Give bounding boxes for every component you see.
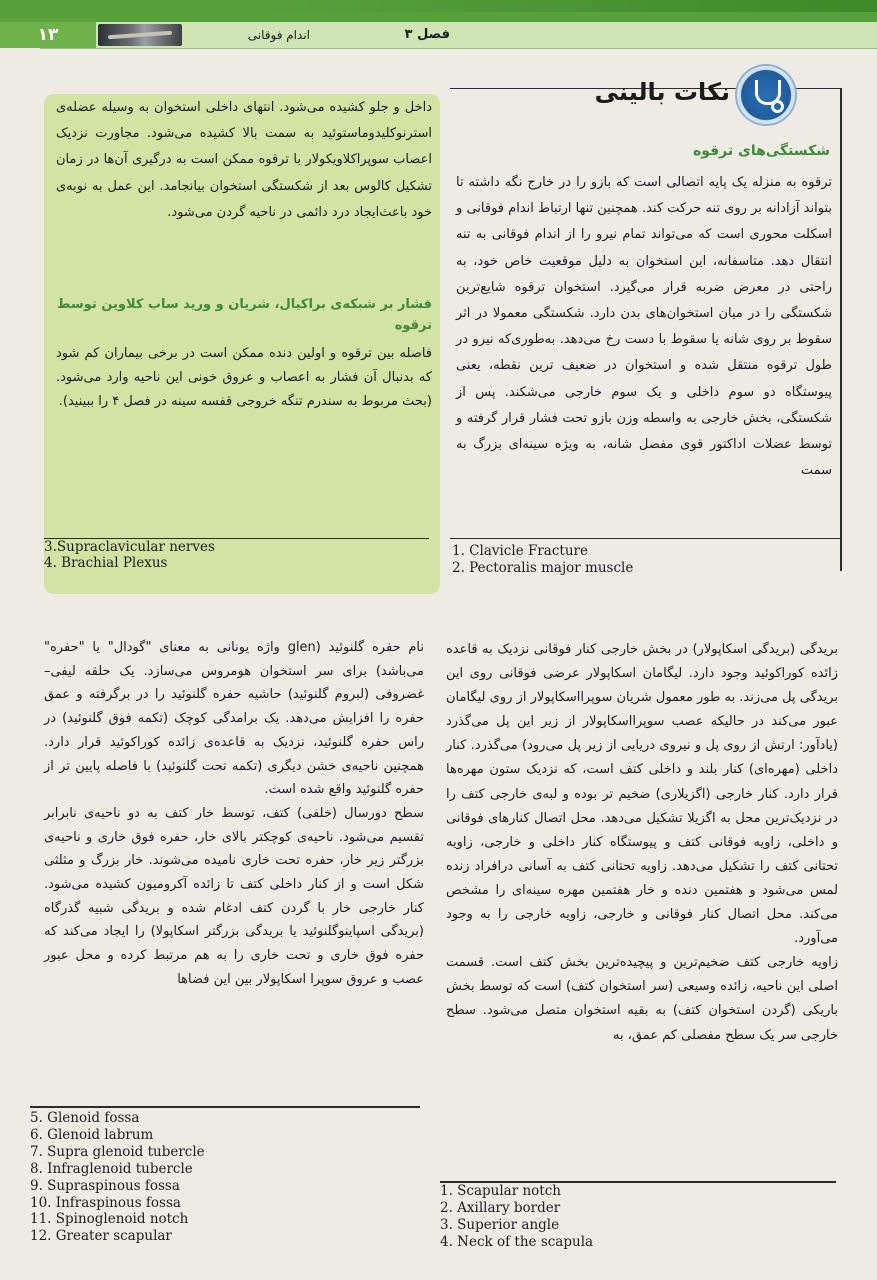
green-panel-body: داخل و جلو کشیده می‌شود. انتهای داخلی استخوان به وسیله عضله‌ی استرنوکلیدوماستوئید به سمت بالا کشیده می‌شود. مجاورت نزدیک اعصاب سوپراکلاویکولار با ترقوه ممکن است به درگیری آن‌ها در زمان تشکیل کالوس بعد از شکستگی استخوان بیانجامد. این عمل به نوبه‌ی خود باعث‌ایجاد درد دائمی در ناحیه گردن می‌شود. (56, 100, 432, 220)
footnote: 4. Neck of the scapula (440, 1234, 594, 1250)
footnote-divider (30, 1106, 420, 1108)
right-column-footnotes (440, 1183, 830, 1251)
chapter-label: فصل ۳ (404, 27, 450, 42)
footnote: 5. Glenoid fossa (30, 1110, 140, 1126)
stethoscope-icon (737, 66, 795, 124)
footnote: 10. Infraspinous fossa (30, 1194, 181, 1211)
footnote: 11. Spinoglenoid notch (30, 1211, 189, 1228)
left-column-text (44, 636, 424, 992)
footnote: 3. Superior angle (440, 1217, 560, 1233)
clinical-notes-subtitle: شکستگی‌های ترقوه (692, 143, 830, 159)
paragraph: سطح دورسال (خلفی) کتف، توسط خار کتف به دو ناحیه‌ی نابرابر تقسیم می‌شود. ناحیه‌ی کوچکتر بالای خار، حفره فوق خاری و ناحیه‌ی بزرگتر زیر خار، حفره تحت خاری نامیده می‌شوند. خار بزرگ و مثلثی شکل است و از کنار داخلی کتف تا زائده آکرومیون کشیده می‌شود. کنار خارجی خار با گردن کتف ادغام شده و بریدگی شبیه گذرگاه (بریدگی اسپاینوگلنوئید یا بریدگی بزرگتر اسکاپولا) را ایجاد می‌کند که حفره فوق خاری و تحت خاری را به هم مرتبط کرده و محل عبور عصب و عروق سوپرا اسکاپولار بین این فضاها (44, 805, 424, 987)
green-panel-footnotes (44, 539, 429, 571)
footnote: 1. Clavicle Fracture (452, 543, 588, 559)
clinical-notes-body: ترقوه به منزله یک پایه اتصالی است که بازو را در خارج نگه داشته تا بتواند آزادانه بر روی تنه حرکت کند. همچنین تنها ارتباط اندام فوقانی و اسکلت محوری است که می‌تواند تمام نیرو را از اندام فوقانی به تنه انتقال دهد. متاسفانه، این استخوان به دلیل موقعیت خاص خود، به راحتی در معرض ضربه قرار می‌گیرد. استخوان ترقوه شایع‌ترین شکستگی را در میان استخوان‌های بدن دارد. شکستگی معمولا در اثر سقوط بر روی شانه یا سقوط با دست رخ می‌دهد. به‌طوری‌که نیرو در طول ترقوه منتقل شده و استخوان در ضعیف ترین نقطه، یعنی پیوستگاه دو سوم داخلی و یک سوم خارجی می‌شکند. پس از شکستگی، بخش خارجی به واسطه وزن بازو تحت فشار قرار گرفته و توسط عضلات اداکتور قوی مفصل شانه، به ویژه سینه‌ای بزرگ به سمت (456, 175, 832, 479)
footnote: 2. Pectoralis major muscle (452, 560, 634, 576)
paragraph: بریدگی (بریدگی اسکاپولار) در بخش خارجی کنار فوقانی نزدیک به قاعده زائده کوراکوئید وجود دارد. لیگامان اسکاپولار عرضی فوقانی روی این بریدگی پل می‌زند. به طور معمول شریان سوپرااسکاپولار از روی لیگامان عبور می‌کند در حالیکه عصب سوپرااسکاپولار از زیر این پل می‌گذرد (یادآور: ارتش از روی پل و نیروی دریایی از زیر پل می‌رود) می‌گذرد. کنار داخلی (مهره‌ای) کنار بلند و داخلی کتف است، که نزدیک ستون مهره‌ها قرار دارد. کنار خارجی (اگزیلاری) ضخیم تر بوده و لبه‌ی خارجی کتف را در نزدیک‌ترین محل به اگزیلا تشکیل می‌دهد. محل اتصال کنارهای فوقانی و داخلی، زاویه فوقانی کتف و پیوستگاه کنار داخلی و خارجی، زاویه تحتانی کتف را تشکیل می‌دهد. زاویه تحتانی کتف به آسانی درافراد زنده لمس می‌شود و هفتمین دنده و خار هفتمین مهره سینه‌ای را مشخص می‌کند. محل اتصال کنار فوقانی و خارجی، زاویه خارجی را به وجود می‌آورد. (446, 642, 838, 947)
footnote: 4. Brachial Plexus (44, 555, 168, 571)
footnote: 2. Axillary border (440, 1200, 561, 1216)
footnote: 9. Supraspinous fossa (30, 1177, 180, 1194)
footnote: 8. Infraglenoid tubercle (30, 1160, 193, 1177)
footnote: 1. Scapular notch (440, 1183, 561, 1199)
clinical-notes-title: نکات بالینی (594, 78, 730, 106)
chapter-title: اندام فوقانی (247, 28, 310, 42)
header-arm-image (98, 24, 182, 46)
green-panel-body-2: فاصله بین ترقوه و اولین دنده ممکن است در برخی بیماران کم شود که بدنبال آن فشار به اعصاب و عروق خونی این ناحیه وارد می‌شود. (بحث مربوط به سندرم تنگه خروجی قفسه سینه در فصل ۴ را ببینید). (56, 346, 432, 409)
paragraph: زاویه خارجی کتف ضخیم‌ترین و پیچیده‌ترین بخش کتف است. قسمت اصلی این ناحیه، زائده وسیعی (سر استخوان کتف) است که توسط بخش باریکی (گردن استخوان کتف) به بقیه استخوان متصل می‌شود. سطح خارجی سر یک سطح مفصلی کم عمق، به (446, 955, 838, 1043)
footnote: 3.Supraclavicular nerves (44, 539, 215, 555)
right-column-text (446, 638, 838, 1048)
clinical-notes-footnotes (452, 543, 832, 577)
green-panel-subtitle: فشار بر شبکه‌ی براکیال، شریان و ورید ساب کلاوین توسط ترقوه (57, 297, 432, 333)
footnote: 12. Greater scapular (30, 1228, 172, 1245)
paragraph: نام حفره گلنوئید (glen واژه یونانی به معنای "گودال" یا "حفره" می‌باشد) برای سر استخوان هومروس می‌سازد. یک حلقه لیفی–غضروفی (لبروم گلنوئید) حاشیه حفره گلنوئید را در برگرفته و عمق حفره را افزایش می‌دهد. یک برامدگی کوچک (تکمه فوق گلنوئید) در راس حفره گلنوئید، نزدیک به قاعده‌ی زائده کوراکوئید قرار دارد. همچنین ناحیه‌ی خشن دیگری (تکمه تحت گلنوئید) با فاصله پایین تر از حفره گلنوئید واقع شده است. (44, 640, 424, 798)
footnote-divider (450, 538, 840, 539)
footnote: 7. Supra glenoid tubercle (30, 1143, 205, 1160)
left-column-footnotes (30, 1110, 420, 1245)
footnote: 6. Glenoid labrum (30, 1126, 154, 1143)
top-color-shade (0, 0, 877, 12)
page-number: ۱۳ (0, 22, 96, 48)
